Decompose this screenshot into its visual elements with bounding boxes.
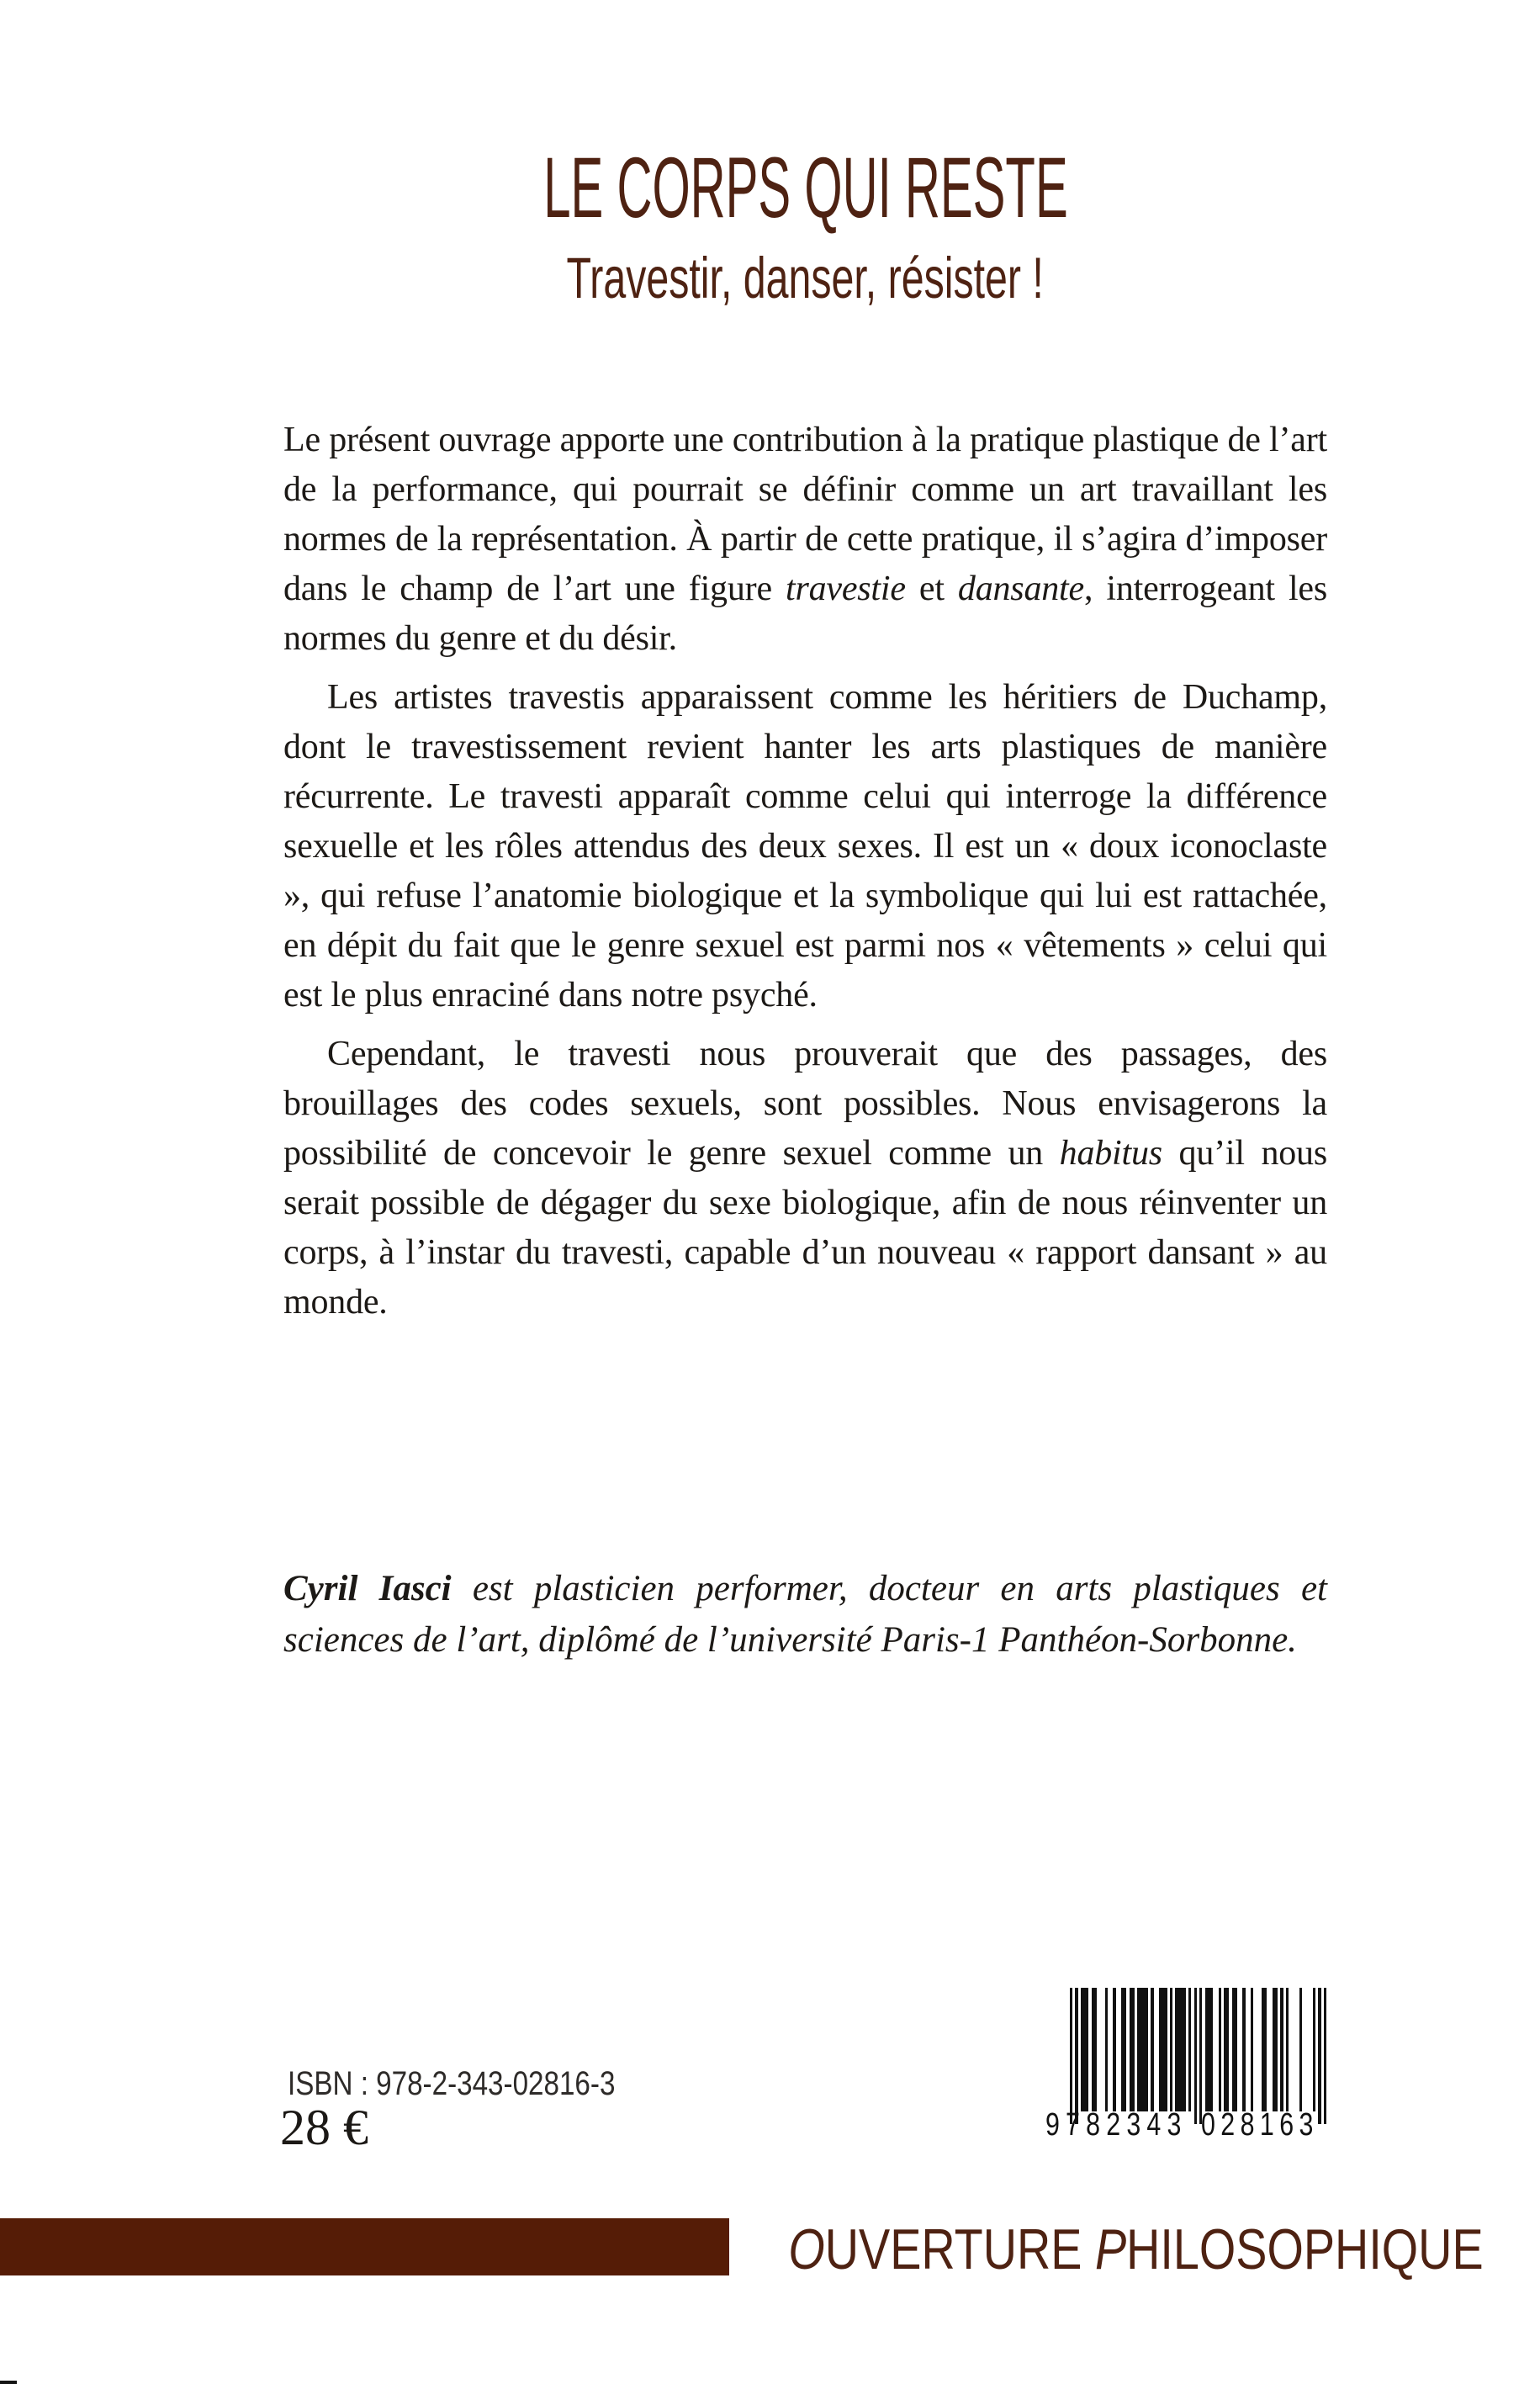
- barcode-bar: [1286, 1988, 1289, 2111]
- barcode-digits-left: 782343: [1066, 2107, 1188, 2143]
- text-run: habitus: [1059, 1134, 1162, 1173]
- barcode-bar: [1318, 1988, 1320, 2124]
- barcode-bar: [1075, 1988, 1077, 2124]
- barcode-bar: [1219, 1988, 1221, 2111]
- barcode-bar: [1194, 1988, 1197, 2124]
- author-bio: [283, 1563, 1327, 1666]
- barcode-bar: [1188, 1988, 1191, 2111]
- barcode-digit-prefix: 9: [1045, 2107, 1060, 2143]
- price-text: 28 €: [280, 2100, 368, 2155]
- text-run: P: [1095, 2217, 1127, 2281]
- barcode-bar: [1121, 1988, 1126, 2111]
- isbn-text: [288, 2067, 682, 2101]
- text-run: travestie: [785, 570, 906, 608]
- corner-mark: [0, 2381, 17, 2384]
- barcode-bar: [1151, 1988, 1153, 2111]
- synopsis-paragraph: [283, 673, 1327, 1020]
- book-title-text: LE CORPS QUI RESTE: [542, 140, 1068, 236]
- collection-title: [636, 2217, 1484, 2281]
- synopsis-paragraph: [283, 416, 1327, 664]
- barcode: [1043, 1988, 1346, 2143]
- collection-title-text: [788, 2217, 1484, 2281]
- barcode-bar: [1251, 1988, 1253, 2111]
- barcode-bar: [1170, 1988, 1172, 2111]
- barcode-bar: [1130, 1988, 1135, 2111]
- barcode-bar: [1242, 1988, 1245, 2111]
- barcode-bar: [1159, 1988, 1167, 2111]
- text-run: Cyril Iasci: [283, 1569, 452, 1608]
- text-run: est plasticien performer, docteur en arts plastiques et sciences de l’art, diplômé de l’université Paris-1 Panthéon-Sorbonne.: [283, 1569, 1327, 1660]
- barcode-bar: [1224, 1988, 1229, 2111]
- barcode-bar: [1313, 1988, 1315, 2111]
- barcode-bar: [1137, 1988, 1148, 2111]
- barcode-digits-right: 028163: [1201, 2107, 1319, 2143]
- isbn-value: ISBN : 978-2-343-02816-3: [288, 2065, 616, 2102]
- text-run: dansante: [957, 570, 1084, 608]
- barcode-bar: [1105, 1988, 1108, 2111]
- text-run: , interrogeant les normes du genre et du désir.: [283, 570, 1328, 658]
- book-subtitle: [283, 246, 1327, 310]
- barcode-bar: [1324, 1988, 1326, 2124]
- barcode-bar: [1175, 1988, 1186, 2111]
- barcode-bar: [1081, 1988, 1089, 2111]
- barcode-bar: [1070, 1988, 1072, 2124]
- text-run: Les artistes travestis apparaissent comme les héritiers de Duchamp, dont le travestissement revient hanter les arts plastiques de manière récurrente. Le travesti apparaît comme celui qui interroge la différence sexuelle et les rôles attendus des deux sexes. Il est un « doux iconoclaste », qui refuse l’anatomie biologique et la symbolique qui lui est rattachée, en dépit du fait que le genre sexuel est parmi nos « vêtements » celui qui est le plus enraciné dans notre psyché.: [283, 678, 1327, 1015]
- text-run: O: [788, 2217, 826, 2281]
- barcode-bar: [1262, 1988, 1267, 2111]
- synopsis: [283, 416, 1327, 1327]
- barcode-bar: [1205, 1988, 1214, 2111]
- text-run: Cependant, le travesti nous prouverait que des passages, des brouillages des codes sexuels, sont possibles. Nous envisagerons la possibilité de concevoir le genre sexuel comme un: [283, 1035, 1327, 1173]
- barcode-bar: [1199, 1988, 1202, 2124]
- barcode-bar: [1113, 1988, 1115, 2111]
- text-run: Le présent ouvrage apporte une contribution à la pratique plastique de l’art de la performance, qui pourrait se définir comme un art travaillant les normes de la représentation. À partir de cette pratique, il s’agira d’imposer dans le champ de l’art une figure: [283, 421, 1327, 608]
- barcode-bar: [1280, 1988, 1283, 2111]
- text-run: HILOSOPHIQUE: [1126, 2217, 1484, 2281]
- text-run: et: [905, 570, 958, 608]
- book-subtitle-text: Travestir, danser, résister !: [566, 246, 1045, 310]
- barcode-bar: [1092, 1988, 1097, 2111]
- text-run: UVERTURE: [825, 2217, 1096, 2281]
- text-run: qu’il nous serait possible de dégager du sexe biologique, afin de nous réinventer un corps, à l’instar du travesti, capable d’un nouveau « rapport dansant » au monde.: [283, 1134, 1327, 1322]
- barcode-bar: [1273, 1988, 1278, 2111]
- synopsis-paragraph: [283, 1030, 1327, 1327]
- barcode-bar: [1299, 1988, 1302, 2111]
- collection-band: [0, 2218, 729, 2275]
- barcode-bar: [1232, 1988, 1237, 2111]
- barcode-bars: [1070, 1988, 1326, 2124]
- book-title: [283, 140, 1327, 236]
